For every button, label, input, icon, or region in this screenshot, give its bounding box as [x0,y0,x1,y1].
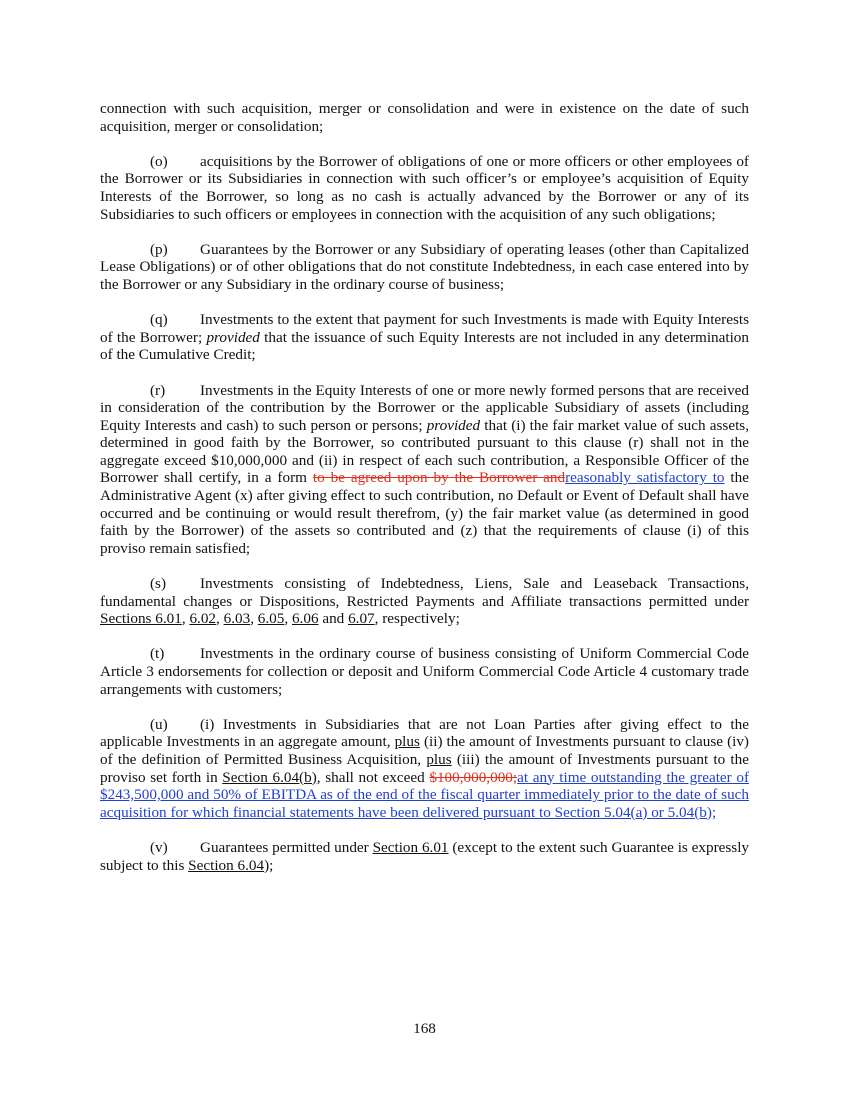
section-ref-6-04b: Section 6.04(b) [222,768,317,786]
clause-q-provided: provided [206,328,260,346]
clause-r-label: (r) [150,381,166,399]
clause-u [100,716,749,822]
clause-v-label: (v) [150,838,168,856]
clause-q [100,311,749,364]
clause-u-deleted-text: $100,000,000; [429,768,518,786]
clause-v-text-1: Guarantees permitted under [200,838,373,856]
clause-s-sep-3: , [250,610,258,628]
clause-o [100,153,749,223]
clause-u-text-4: , shall not exceed [316,768,430,786]
clause-r-text-3: the Administrative Agent (x) after giving effect to such contribution, no Default or Event of Default shall have occurred and be continuing or would result therefrom, (y) the fair market value (as determined in good faith by the Borrower) of the assets so contributed and (z) that the requirements of clause (i) of this proviso remain satisfied; [100,469,749,557]
intro-paragraph [100,100,749,135]
clause-s-sep-2: , [216,610,224,628]
clause-u-plus-2: plus [426,750,452,768]
clause-t-label: (t) [150,645,165,663]
clause-v [100,839,749,874]
clause-p-text: Guarantees by the Borrower or any Subsidiary of operating leases (other than Capitalized Lease Obligations) or of other obligations that do not constitute Indebtedness, in each case entered into by the Borrower or any Subsidiary in the ordinary course of business; [100,240,749,293]
clause-u-text-1: (i) Investments in Subsidiaries that are not Loan Parties after giving effect to the applicable Investments in an aggregate amount, [100,715,749,751]
clause-s-text-1: Investments consisting of Indebtedness, Liens, Sale and Leaseback Transactions, fundamental changes or Dispositions, Restricted Payments and Affiliate transactions permitted under [100,575,749,610]
clause-r-inserted-text: reasonably satisfactory to [565,469,725,487]
clause-q-label: (q) [150,311,168,329]
clause-v-text-3: ); [264,856,274,874]
section-ref-6-05: 6.05 [257,610,285,628]
clause-o-text: acquisitions by the Borrower of obligations of one or more officers or other employees of the Borrower or its Subsidiaries in connection with such officer’s or employee’s acquisition of Equity Interests of the Borrower, so long as no cash is actually advanced by the Borrower or any of its Subsidiaries to such officers or employees in connection with the acquisition of any such obligations; [100,152,749,223]
clause-v-text-2: (except to the extent such Guarantee is expressly subject to this [100,838,750,874]
clause-t-text: Investments in the ordinary course of business consisting of Uniform Commercial Code Article 3 endorsements for collection or deposit and Uniform Commercial Code Article 4 customary trade arrangements with customers; [100,645,749,698]
clause-q-text-2: that the issuance of such Equity Interests are not included in any determination of the Cumulative Credit; [100,328,749,364]
clause-r [100,382,749,558]
clause-u-label: (u) [150,715,168,733]
section-ref-6-01: Sections 6.01 [100,610,182,628]
clause-o-label: (o) [150,152,168,170]
clause-s-sep-5: and [318,610,349,628]
clause-u-inserted-text: at any time outstanding the greater of $243,500,000 and 50% of EBITDA as of the end of the fiscal quarter immediately prior to the date of such acquisition for which financial statements have been delivered pursuant to Section 5.04(a) or 5.04(b); [100,768,749,821]
section-ref-6-01-v: Section 6.01 [372,838,449,856]
clause-u-text-2: (ii) the amount of Investments pursuant to clause (iv) of the definition of Permitted Business Acquisition, [100,733,749,768]
section-ref-6-07: 6.07 [348,610,375,628]
clause-u-plus-1: plus [394,733,420,751]
clause-s-text-2: , respectively; [374,610,460,628]
clause-r-provided: provided [426,416,481,434]
clause-u-text-3: (iii) the amount of Investments pursuant to the proviso set forth in [100,750,749,786]
section-ref-6-06: 6.06 [291,610,319,628]
clause-t [100,645,749,698]
clause-s [100,575,749,628]
clause-p [100,241,749,294]
clause-r-text-1: Investments in the Equity Interests of one or more newly formed persons that are received in consideration of the contribution by the Borrower or the applicable Subsidiary of assets (including Equity Interests and cash) to such person or persons; [100,381,749,434]
clause-r-deleted-text: to be agreed upon by the Borrower and [312,469,566,487]
section-ref-6-03: 6.03 [223,610,251,628]
clause-p-label: (p) [150,240,168,258]
clause-q-text-1: Investments to the extent that payment for such Investments is made with Equity Interests of the Borrower; [100,311,749,346]
intro-text: connection with such acquisition, merger or consolidation and were in existence on the date of such acquisition, merger or consolidation; [100,100,749,135]
section-ref-6-04: Section 6.04 [188,856,265,874]
clause-s-sep-4: , [284,610,292,628]
page-number: 168 [413,1020,436,1037]
page-body [100,100,749,892]
clause-r-text-2: that (i) the fair market value of such assets, determined in good faith by the Borrower, so contributed pursuant to this clause (r) shall not in the aggregate exceed $10,000,000 and (ii) in respect of each such contribution, a Responsible Officer of the Borrower shall certify, in a form [100,416,749,487]
clause-s-sep-1: , [181,610,190,628]
section-ref-6-02: 6.02 [189,610,217,628]
clause-s-label: (s) [150,575,167,593]
